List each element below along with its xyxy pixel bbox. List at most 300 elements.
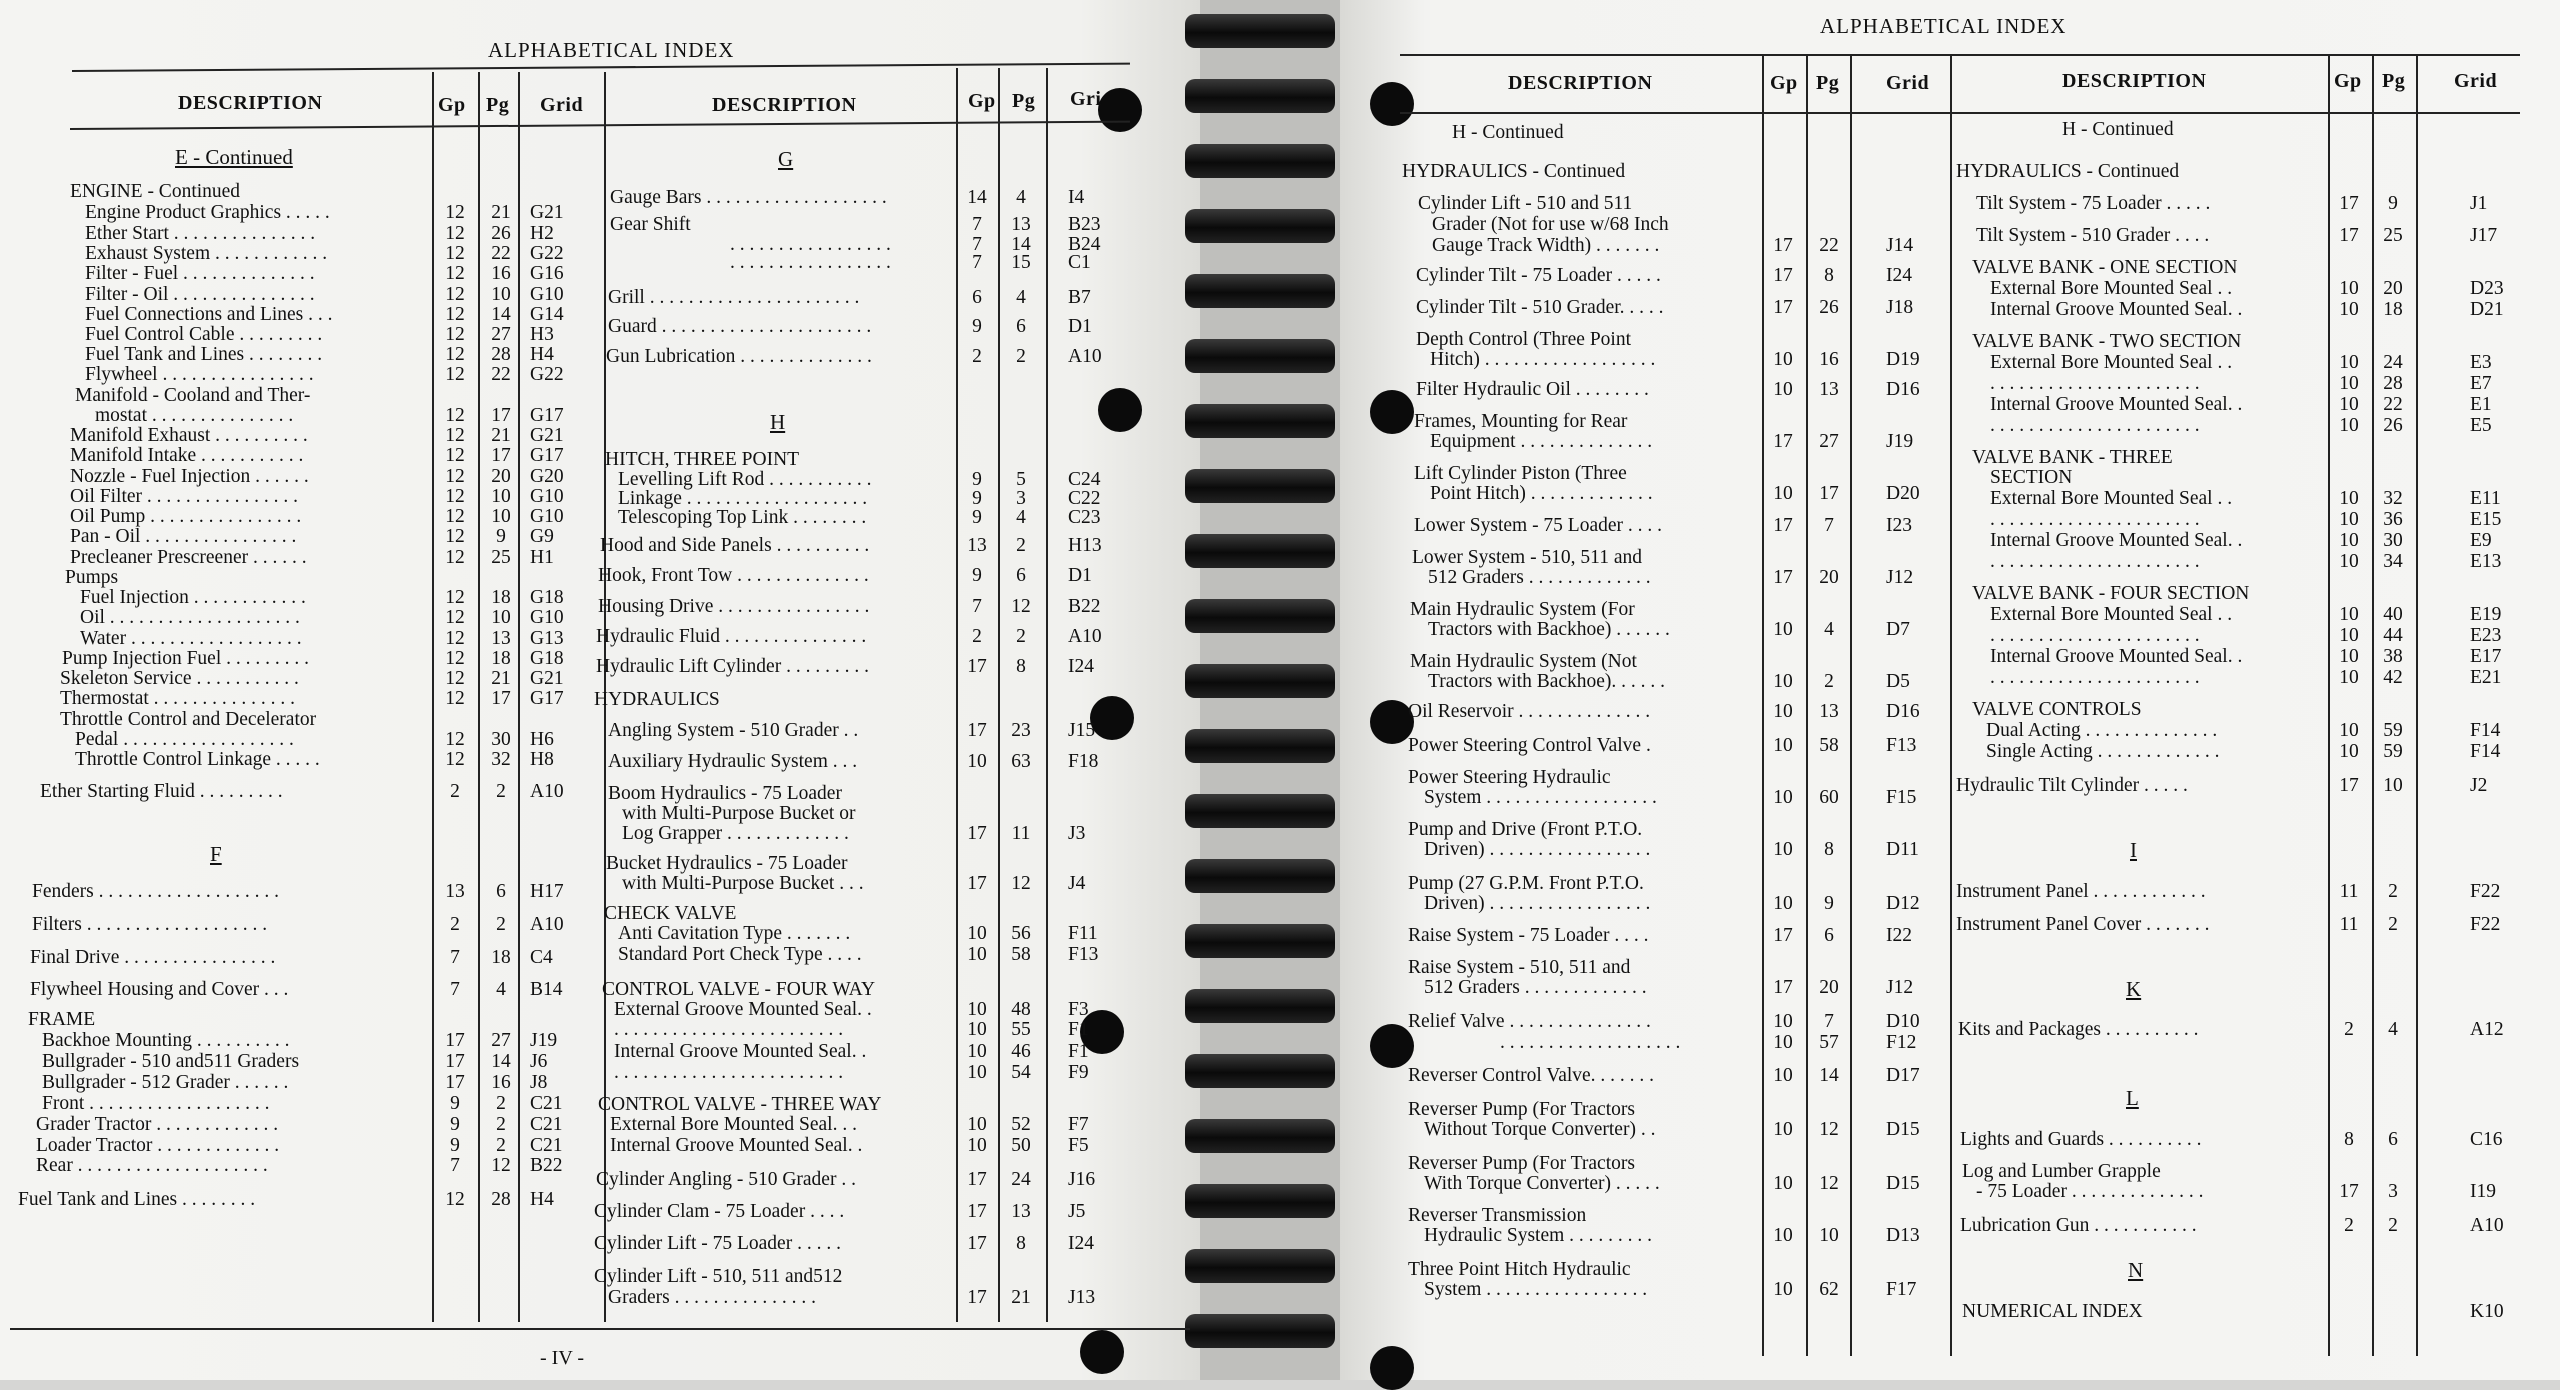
binding-coil [1185,1249,1335,1283]
index-entry-grid: I4 [1068,187,1085,208]
index-entry-description: Pedal . . . . . . . . . . . . . . . . . . [75,729,294,750]
col-header-description-2: DESCRIPTION [712,94,857,116]
section-letter: G [778,147,794,171]
index-entry-description: CHECK VALVE [604,903,737,924]
index-entry-grid: J5 [1068,1201,1086,1222]
col-header-description-3: DESCRIPTION [1508,72,1653,94]
index-entry-gp: 10 [1773,349,1793,370]
index-entry-grid: G17 [530,405,564,426]
index-entry-description: Raise System - 75 Loader . . . . [1408,925,1649,946]
index-entry-description: Skeleton Service . . . . . . . . . . . [60,668,299,689]
index-entry-grid: J16 [1068,1169,1096,1190]
section-letter: E - Continued [175,145,293,169]
col-divider [1046,68,1048,1322]
index-entry-gp: 12 [445,668,465,689]
index-entry-gp: 12 [445,466,465,487]
index-entry-grid: D1 [1068,565,1092,586]
index-entry-gp: 10 [1773,671,1793,692]
index-entry-pg: 12 [1819,1119,1839,1140]
index-entry-description: mostat . . . . . . . . . . . . . . . [95,405,294,426]
index-entry-grid: J3 [1068,823,1086,844]
index-entry-grid: H17 [530,881,564,902]
index-entry-gp: 7 [972,234,982,255]
index-entry-pg: 63 [1011,751,1031,772]
index-entry-gp: 12 [445,405,465,426]
index-entry-gp: 17 [967,1169,987,1190]
index-entry-gp: 10 [1773,1279,1793,1300]
index-entry-grid: D19 [1886,349,1920,370]
index-entry-gp: 17 [445,1051,465,1072]
index-entry-description: System . . . . . . . . . . . . . . . . . . [1424,787,1657,808]
index-entry-gp: 2 [2344,1019,2354,1040]
index-entry-gp: 10 [2339,604,2359,625]
footer-rule-left [10,1328,1190,1330]
index-entry-gp: 10 [2339,646,2359,667]
index-entry-description: Tractors with Backhoe) . . . . . . [1428,619,1670,640]
index-entry-description: Oil Pump . . . . . . . . . . . . . . . . [70,506,302,527]
index-entry-description: Frames, Mounting for Rear [1414,411,1628,432]
index-entry-gp: 9 [972,316,982,337]
index-entry-pg: 7 [1824,515,1834,536]
index-entry-grid: G10 [530,486,564,507]
index-entry-description: VALVE BANK - TWO SECTION [1972,331,2242,352]
index-entry-pg: 2 [2388,881,2398,902]
index-entry-gp: 12 [445,304,465,325]
index-entry-description: Gauge Track Width) . . . . . . . [1432,235,1660,256]
index-entry-description: Driven) . . . . . . . . . . . . . . . . . [1424,839,1651,860]
col-header-gp-3: Gp [1770,72,1798,94]
index-entry-pg: 13 [1011,214,1031,235]
col-header-grid: Grid [540,94,584,116]
index-entry-gp: 9 [972,488,982,509]
index-entry-pg: 2 [2388,1215,2398,1236]
index-entry-gp: 17 [967,1233,987,1254]
index-entry-pg: 3 [2388,1181,2398,1202]
index-entry-description: External Bore Mounted Seal . . [1990,278,2233,299]
index-entry-grid: F1 [1068,1019,1089,1040]
index-entry-description: Cylinder Angling - 510 Grader . . [596,1169,856,1190]
index-entry-description: With Torque Converter) . . . . . [1424,1173,1660,1194]
binding-coil [1185,79,1335,113]
index-entry-gp: 12 [445,324,465,345]
index-entry-gp: 7 [450,979,460,1000]
index-entry-gp: 12 [445,526,465,547]
index-entry-gp: 12 [445,587,465,608]
index-entry-grid: H2 [530,223,554,244]
index-entry-gp: 12 [445,364,465,385]
punch-hole [1370,390,1414,434]
index-entry-description: Internal Groove Mounted Seal. . [610,1135,863,1156]
index-entry-pg: 56 [1011,923,1031,944]
index-entry-description: Driven) . . . . . . . . . . . . . . . . . [1424,893,1651,914]
section-letter: I [2130,838,2137,862]
index-entry-description: External Bore Mounted Seal . . [1990,352,2233,373]
index-entry-grid: J15 [1068,720,1096,741]
index-entry-pg: 21 [491,668,511,689]
index-entry-description: Power Steering Hydraulic [1408,767,1611,788]
index-entry-grid: A10 [1068,346,1102,367]
index-entry-gp: 12 [445,263,465,284]
index-entry-description: Throttle Control Linkage . . . . . [75,749,320,770]
col-header-gp: Gp [438,94,466,116]
index-entry-grid: D23 [2470,278,2504,299]
index-entry-description: FRAME [28,1009,96,1030]
index-entry-pg: 10 [491,607,511,628]
index-entry-grid: D11 [1886,839,1919,860]
index-entry-description: Tractors with Backhoe). . . . . . [1428,671,1666,692]
index-entry-gp: 9 [450,1114,460,1135]
index-entry-pg: 9 [1824,893,1834,914]
index-entry-grid: I23 [1886,515,1912,536]
index-entry-pg: 6 [496,881,506,902]
index-entry-gp: 12 [445,425,465,446]
index-entry-grid: F17 [1886,1279,1917,1300]
index-entry-grid: H4 [530,344,554,365]
index-entry-gp: 10 [1773,1011,1793,1032]
index-entry-gp: 10 [2339,488,2359,509]
index-entry-description: Angling System - 510 Grader . . [608,720,859,741]
index-entry-gp: 17 [967,823,987,844]
index-entry-gp: 10 [967,923,987,944]
index-entry-pg: 22 [491,364,511,385]
index-entry-description: Tilt System - 510 Grader . . . . [1976,225,2210,246]
index-entry-grid: F13 [1068,944,1099,965]
index-entry-grid: B23 [1068,214,1101,235]
index-entry-description: External Groove Mounted Seal. . [614,999,872,1020]
index-entry-description: Graders . . . . . . . . . . . . . . . [608,1287,816,1308]
index-entry-pg: 2 [496,781,506,802]
binding-coil [1185,144,1335,178]
index-entry-pg: 17 [491,445,511,466]
index-entry-gp: 9 [972,469,982,490]
index-entry-gp: 12 [445,1189,465,1210]
index-entry-gp: 17 [1773,431,1793,452]
index-entry-gp: 10 [1773,787,1793,808]
index-entry-description: Hood and Side Panels . . . . . . . . . . [600,535,870,556]
index-entry-gp: 17 [967,873,987,894]
index-entry-description: Instrument Panel Cover . . . . . . . [1956,914,2210,935]
index-entry-description: Relief Valve . . . . . . . . . . . . . . . [1408,1011,1651,1032]
index-entry-description: Log Grapper . . . . . . . . . . . . . [622,823,849,844]
binding-coil [1185,729,1335,763]
index-entry-pg: 2 [1016,346,1026,367]
index-entry-grid: D21 [2470,299,2504,320]
index-entry-pg: 21 [491,202,511,223]
binding-coil [1185,14,1335,48]
index-entry-pg: 10 [2383,775,2403,796]
index-entry-grid: D16 [1886,701,1920,722]
section-letter: K [2126,977,2142,1001]
index-entry-grid: B24 [1068,234,1101,255]
index-entry-gp: 2 [450,781,460,802]
index-entry-grid: F11 [1068,923,1098,944]
index-entry-description: 512 Graders . . . . . . . . . . . . . [1428,567,1651,588]
index-entry-grid: E17 [2470,646,2502,667]
index-entry-gp: 7 [450,1155,460,1176]
page-title-left: ALPHABETICAL INDEX [488,38,735,62]
index-entry-pg: 20 [1819,977,1839,998]
index-entry-pg: 18 [2383,299,2403,320]
index-entry-pg: 54 [1011,1062,1031,1083]
index-entry-grid: F12 [1886,1032,1917,1053]
col-divider [2372,56,2374,1356]
index-entry-description: Cylinder Tilt - 75 Loader . . . . . [1416,265,1661,286]
index-entry-gp: 12 [445,729,465,750]
index-entry-grid: G21 [530,202,564,223]
index-entry-grid: F7 [1068,1114,1089,1135]
index-entry-pg: 8 [1824,265,1834,286]
index-entry-gp: 17 [2339,225,2359,246]
index-entry-pg: 4 [1824,619,1834,640]
binding-coil [1185,534,1335,568]
index-entry-description: . . . . . . . . . . . . . . . . . . . [1500,1032,1681,1053]
binding-coil [1185,664,1335,698]
index-entry-pg: 27 [1819,431,1839,452]
index-entry-description: Hydraulic System . . . . . . . . . [1424,1225,1653,1246]
index-entry-gp: 10 [967,999,987,1020]
binding-coil [1185,859,1335,893]
index-entry-description: . . . . . . . . . . . . . . . . . . . . . . . . [614,1062,844,1083]
index-entry-pg: 21 [491,425,511,446]
index-entry-grid: D13 [1886,1225,1920,1246]
index-entry-pg: 28 [491,344,511,365]
index-entry-pg: 60 [1819,787,1839,808]
index-entry-description: System . . . . . . . . . . . . . . . . . [1424,1279,1648,1300]
index-entry-pg: 50 [1011,1135,1031,1156]
index-entry-pg: 14 [491,304,511,325]
index-entry-grid: I24 [1886,265,1912,286]
index-entry-description: . . . . . . . . . . . . . . . . . . . . . . [1990,415,2200,436]
index-entry-description: Front . . . . . . . . . . . . . . . . . . . [42,1093,270,1114]
index-entry-grid: D17 [1886,1065,1920,1086]
punch-hole [1090,696,1134,740]
index-entry-pg: 9 [2388,193,2398,214]
index-entry-grid: A12 [2470,1019,2504,1040]
index-entry-grid: G10 [530,607,564,628]
index-entry-grid: E9 [2470,530,2492,551]
index-entry-description: Telescoping Top Link . . . . . . . . [618,507,867,528]
index-entry-description: Flywheel . . . . . . . . . . . . . . . . [85,364,314,385]
index-entry-description: Manifold Exhaust . . . . . . . . . . [70,425,308,446]
index-entry-description: Engine Product Graphics . . . . . [85,202,330,223]
binding-coil [1185,274,1335,308]
index-entry-grid: H3 [530,324,554,345]
index-entry-description: Housing Drive . . . . . . . . . . . . . . . . [598,596,870,617]
index-entry-description: NUMERICAL INDEX [1962,1301,2143,1322]
index-entry-pg: 52 [1011,1114,1031,1135]
index-entry-description: ENGINE - Continued [70,181,241,202]
index-entry-gp: 10 [1773,701,1793,722]
index-entry-grid: J12 [1886,977,1914,998]
index-entry-grid: H6 [530,729,554,750]
index-entry-pg: 30 [2383,530,2403,551]
index-entry-description: Oil Reservoir . . . . . . . . . . . . . . [1408,701,1651,722]
col-header-grid-4: Grid [2454,70,2498,92]
index-entry-description: External Bore Mounted Seal. . . [610,1114,857,1135]
index-entry-grid: J2 [2470,775,2488,796]
index-entry-description: . . . . . . . . . . . . . . . . . . . . . . [1990,509,2200,530]
index-entry-description: HITCH, THREE POINT [605,449,800,470]
index-entry-gp: 9 [450,1135,460,1156]
index-entry-grid: C21 [530,1135,563,1156]
index-entry-description: with Multi-Purpose Bucket or [622,803,856,824]
index-entry-description: Hydraulic Lift Cylinder . . . . . . . . . [596,656,869,677]
index-entry-description: Bullgrader - 510 and511 Graders [42,1051,300,1072]
index-entry-grid: J12 [1886,567,1914,588]
index-entry-description: Water . . . . . . . . . . . . . . . . . . [80,628,302,649]
index-entry-description: Fuel Injection . . . . . . . . . . . . [80,587,306,608]
index-entry-pg: 14 [1011,234,1031,255]
index-entry-grid: F9 [1068,1062,1089,1083]
index-entry-description: Lubrication Gun . . . . . . . . . . . [1960,1215,2197,1236]
index-entry-description: Bullgrader - 512 Grader . . . . . . [42,1072,289,1093]
col-divider [2328,56,2330,1356]
index-entry-gp: 9 [972,507,982,528]
index-entry-description: External Bore Mounted Seal . . [1990,604,2233,625]
binding-coil [1185,339,1335,373]
index-entry-gp: 12 [445,628,465,649]
index-entry-gp: 10 [1773,839,1793,860]
index-entry-pg: 20 [491,466,511,487]
col-header-grid-2: Gri [1070,88,1102,110]
section-letter: L [2126,1086,2139,1110]
col-header-description-4: DESCRIPTION [2062,70,2207,92]
index-entry-description: Raise System - 510, 511 and [1408,957,1631,978]
index-entry-grid: J6 [530,1051,548,1072]
index-entry-pg: 4 [1016,507,1026,528]
index-entry-description: Power Steering Control Valve . [1408,735,1651,756]
index-entry-grid: I24 [1068,1233,1094,1254]
index-entry-grid: F14 [2470,720,2501,741]
index-entry-gp: 17 [1773,567,1793,588]
index-entry-grid: C16 [2470,1129,2503,1150]
header-rule-top-right [1400,54,2520,56]
index-entry-gp: 7 [972,596,982,617]
index-entry-grid: A10 [530,914,564,935]
index-entry-grid: G20 [530,466,564,487]
index-entry-grid: G21 [530,425,564,446]
binding-coil [1185,924,1335,958]
index-entry-pg: 58 [1011,944,1031,965]
index-entry-description: Point Hitch) . . . . . . . . . . . . . [1430,483,1653,504]
index-entry-pg: 32 [2383,488,2403,509]
index-entry-pg: 2 [2388,914,2398,935]
index-entry-description: Final Drive . . . . . . . . . . . . . . . . [30,947,276,968]
index-entry-grid: B7 [1068,287,1091,308]
index-entry-grid: G10 [530,284,564,305]
index-entry-grid: G14 [530,304,564,325]
index-entry-pg: 38 [2383,646,2403,667]
index-entry-pg: 4 [1016,187,1026,208]
index-entry-description: Pump and Drive (Front P.T.O. [1408,819,1643,840]
index-entry-description: Cylinder Clam - 75 Loader . . . . [594,1201,845,1222]
index-entry-description: Lower System - 75 Loader . . . . [1414,515,1663,536]
binding-coil [1185,1054,1335,1088]
index-entry-description: Fenders . . . . . . . . . . . . . . . . . . . [32,881,279,902]
index-entry-description: Ether Start . . . . . . . . . . . . . . . [85,223,316,244]
header-rule-bottom-right [1400,112,2520,114]
index-entry-gp: 12 [445,202,465,223]
index-entry-gp: 12 [445,607,465,628]
index-entry-pg: 32 [491,749,511,770]
col-divider [1950,56,1952,1356]
index-entry-grid: E11 [2470,488,2501,509]
index-entry-pg: 26 [1819,297,1839,318]
index-entry-grid: E21 [2470,667,2502,688]
index-entry-pg: 25 [2383,225,2403,246]
index-entry-pg: 24 [2383,352,2403,373]
index-entry-description: - 75 Loader . . . . . . . . . . . . . . [1976,1181,2204,1202]
index-entry-description: Filter Hydraulic Oil . . . . . . . . [1416,379,1649,400]
index-entry-description: 512 Graders . . . . . . . . . . . . . [1424,977,1647,998]
col-header-pg-3: Pg [1816,72,1840,94]
index-entry-gp: 10 [967,751,987,772]
index-entry-pg: 26 [2383,415,2403,436]
index-entry-gp: 2 [2344,1215,2354,1236]
index-entry-description: Fuel Tank and Lines . . . . . . . . [18,1189,256,1210]
section-letter: N [2128,1258,2144,1282]
index-entry-description: Filters . . . . . . . . . . . . . . . . . . . [32,914,268,935]
index-entry-pg: 18 [491,648,511,669]
index-entry-pg: 13 [1819,379,1839,400]
index-entry-description: Dual Acting . . . . . . . . . . . . . . [1986,720,2218,741]
index-entry-grid: H8 [530,749,554,770]
index-entry-description: Filter - Oil . . . . . . . . . . . . . . . [85,284,315,305]
index-entry-grid: G13 [530,628,564,649]
index-entry-grid: B14 [530,979,563,1000]
index-entry-gp: 8 [2344,1129,2354,1150]
index-entry-pg: 12 [1011,873,1031,894]
index-entry-pg: 11 [1011,823,1031,844]
index-entry-description: CONTROL VALVE - FOUR WAY [602,979,876,1000]
index-entry-gp: 17 [2339,193,2359,214]
index-entry-grid: B22 [1068,596,1101,617]
index-entry-pg: 25 [491,547,511,568]
index-entry-description: Cylinder Tilt - 510 Grader. . . . . [1416,297,1664,318]
index-entry-pg: 13 [1011,1201,1031,1222]
index-entry-grid: F3 [1068,999,1089,1020]
index-entry-pg: 6 [1824,925,1834,946]
index-entry-grid: E15 [2470,509,2502,530]
index-entry-pg: 44 [2383,625,2403,646]
index-entry-gp: 10 [1773,379,1793,400]
index-entry-pg: 20 [2383,278,2403,299]
index-entry-gp: 10 [1773,483,1793,504]
index-entry-grid: E1 [2470,394,2492,415]
index-entry-gp: 7 [450,947,460,968]
index-entry-description: Auxiliary Hydraulic System . . . [608,751,858,772]
index-entry-description: Lift Cylinder Piston (Three [1414,463,1627,484]
index-entry-gp: 12 [445,506,465,527]
index-entry-description: Filter - Fuel . . . . . . . . . . . . . . [85,263,315,284]
index-entry-description: VALVE BANK - THREE [1972,447,2173,468]
index-entry-description: H - Continued [1452,122,1564,143]
index-entry-description: Gun Lubrication . . . . . . . . . . . . . . [606,346,872,367]
index-entry-gp: 7 [972,252,982,273]
index-entry-description: VALVE CONTROLS [1972,699,2142,720]
index-entry-grid: G16 [530,263,564,284]
index-entry-description: HYDRAULICS [594,689,720,710]
index-entry-pg: 17 [491,688,511,709]
index-entry-description: Fuel Tank and Lines . . . . . . . . [85,344,323,365]
index-entry-pg: 6 [1016,316,1026,337]
index-entry-pg: 8 [1016,656,1026,677]
index-entry-description: Rear . . . . . . . . . . . . . . . . . . . . [36,1155,268,1176]
index-entry-pg: 5 [1016,469,1026,490]
index-entry-grid: F22 [2470,881,2501,902]
index-entry-grid: J18 [1886,297,1914,318]
index-entry-pg: 14 [1819,1065,1839,1086]
